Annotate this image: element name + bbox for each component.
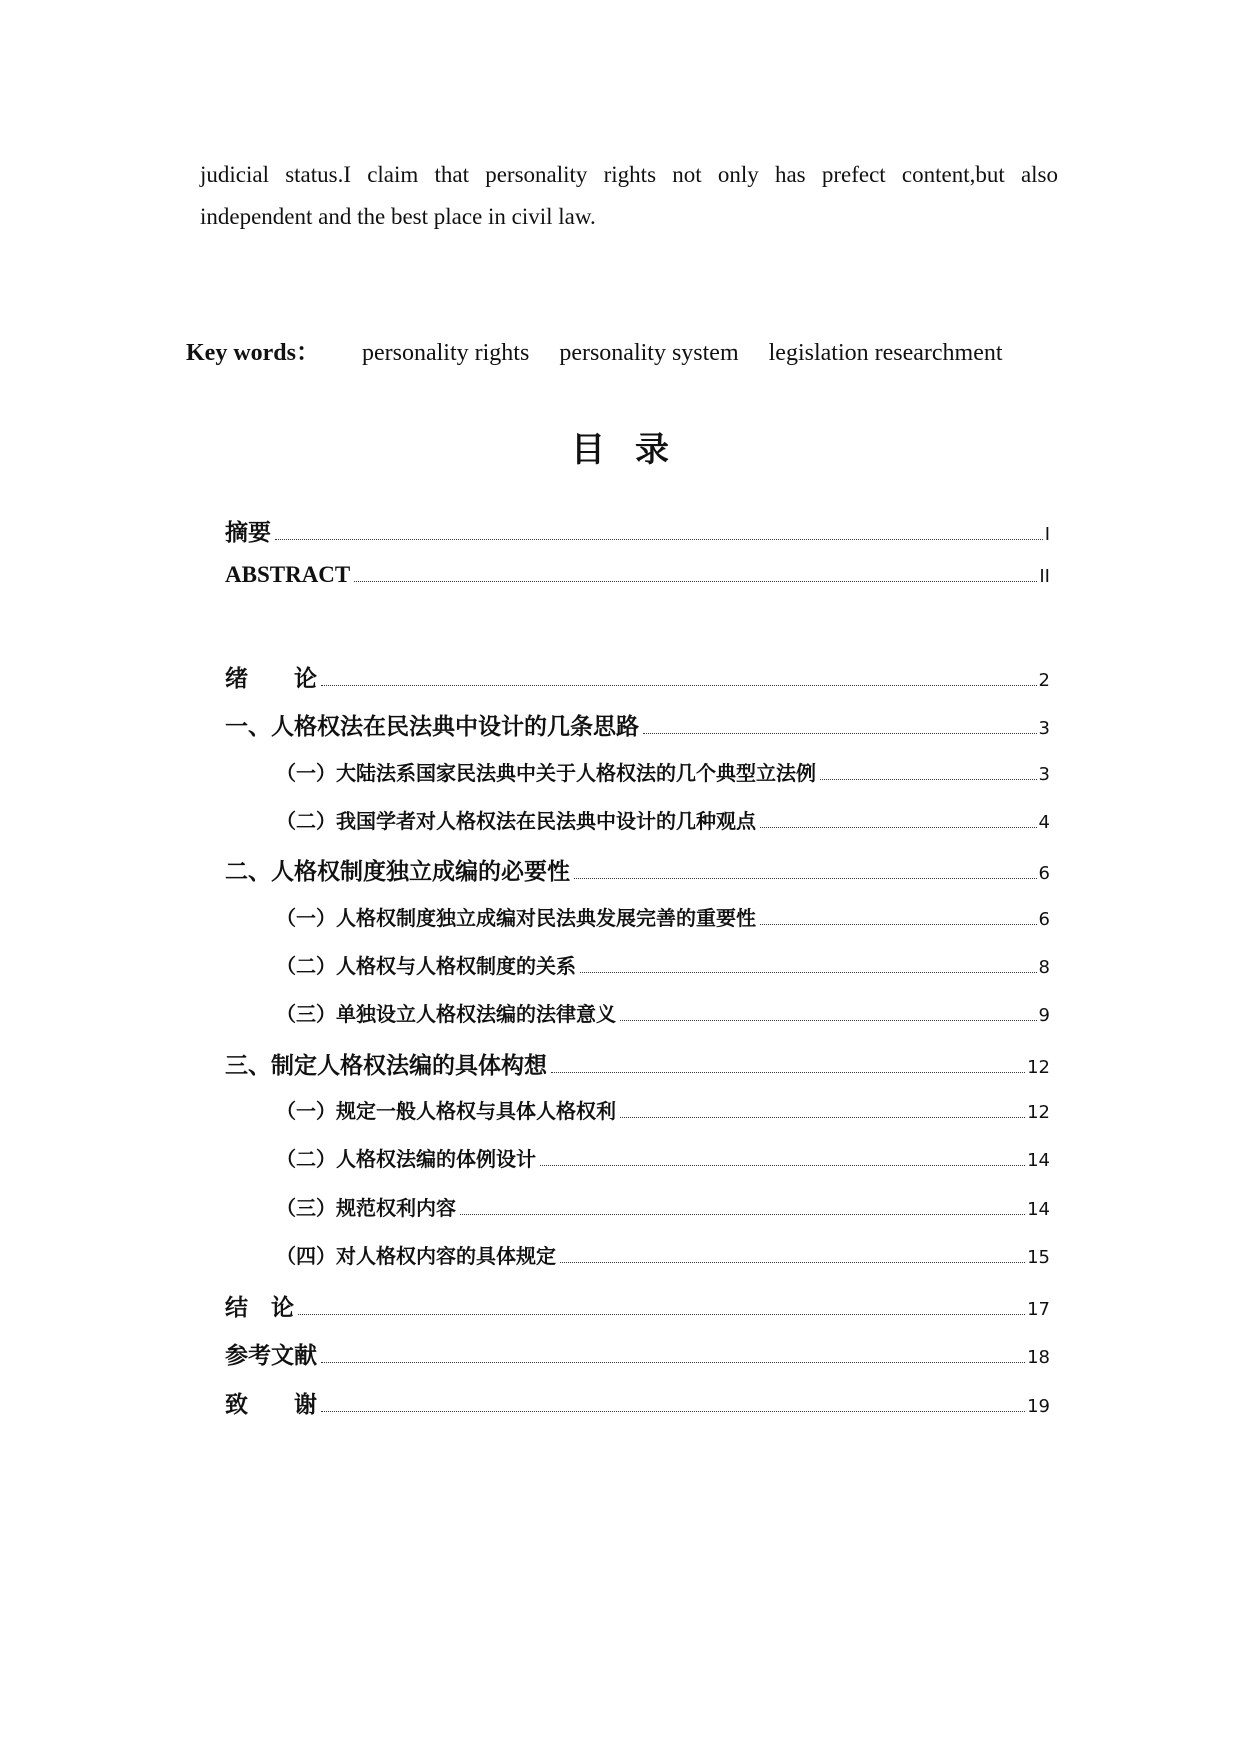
keyword: personality rights [362,340,530,366]
leader-dots [540,1164,1025,1166]
toc-entry[interactable] [225,805,1050,839]
toc-entry-page: 8 [1038,957,1050,978]
toc-entry-label: 结 论 [225,1295,294,1321]
toc-entry-page: 12 [1027,1057,1050,1078]
keywords-line [186,332,1003,367]
toc-entry-label: 参考文献 [225,1343,317,1369]
toc-entry[interactable] [225,1386,1050,1420]
toc-entry-page: 2 [1038,670,1050,691]
toc-entry-page: 14 [1027,1150,1050,1171]
toc-entry-label: 二、人格权制度独立成编的必要性 [225,859,570,885]
toc-title: 目录 [571,430,699,470]
toc-entry-page: 3 [1038,718,1050,739]
toc-entry-label: （二）人格权与人格权制度的关系 [276,954,576,978]
toc-entry[interactable] [225,1143,1050,1177]
leader-dots [298,1313,1025,1315]
toc-entry-label: 三、制定人格权法编的具体构想 [225,1053,547,1079]
toc-entry[interactable] [225,708,1050,742]
leader-dots [321,684,1037,686]
leader-dots [760,826,1037,828]
toc-entry[interactable] [225,1337,1050,1371]
toc-entry-label: （四）对人格权内容的具体规定 [276,1244,556,1268]
keywords-label: Key words： [186,340,320,366]
toc-entry[interactable] [225,1047,1050,1081]
leader-dots [760,923,1037,925]
toc-entry-page: 17 [1027,1299,1050,1320]
toc-entry-label: 致 谢 [225,1392,317,1418]
toc-entry-page: 6 [1038,909,1050,930]
toc-entry-label: （二）我国学者对人格权法在民法典中设计的几种观点 [276,809,756,833]
leader-dots [321,1361,1025,1363]
toc-entry[interactable] [225,902,1050,936]
toc-entry[interactable] [225,660,1050,694]
toc-entry-page: II [1039,566,1050,587]
leader-dots [560,1261,1025,1263]
toc-entry-page: 9 [1038,1005,1050,1026]
toc-entry-page: I [1044,524,1050,545]
keyword: legislation researchment [768,340,1003,366]
toc-entry-label: ABSTRACT [225,562,351,587]
toc-entry-label: （一）规定一般人格权与具体人格权利 [276,1099,616,1123]
leader-dots [275,538,1043,540]
toc-entry[interactable] [225,757,1050,791]
toc-entry-page: 15 [1027,1247,1050,1268]
toc-entry-page: 18 [1027,1347,1050,1368]
leader-dots [620,1019,1037,1021]
toc-entry-page: 6 [1038,863,1050,884]
toc-entry[interactable] [225,562,1050,596]
toc-entry-page: 4 [1038,812,1050,833]
toc-entry-page: 14 [1027,1199,1050,1220]
leader-dots [820,778,1037,780]
leader-dots [551,1071,1025,1073]
toc-entry-label: 绪 论 [225,666,317,692]
leader-dots [580,971,1037,973]
abstract-line: judicial status.I claim that personality rights not only has prefect content,but also [200,162,1058,187]
leader-dots [354,580,1037,582]
toc-entry[interactable] [225,1240,1050,1274]
toc-entry[interactable] [225,950,1050,984]
toc-entry[interactable] [225,998,1050,1032]
toc-entry[interactable] [225,1192,1050,1226]
toc-entry[interactable] [225,1095,1050,1129]
toc-entry-page: 3 [1038,764,1050,785]
toc-entry-label: （一）大陆法系国家民法典中关于人格权法的几个典型立法例 [276,761,816,785]
leader-dots [460,1213,1025,1215]
leader-dots [620,1116,1025,1118]
toc-entry-label: （二）人格权法编的体例设计 [276,1147,536,1171]
toc-entry-label: （三）单独设立人格权法编的法律意义 [276,1002,616,1026]
leader-dots [643,732,1037,734]
toc-entry-label: 一、人格权法在民法典中设计的几条思路 [225,714,639,740]
toc-entry[interactable] [225,1289,1050,1323]
toc-entry[interactable] [225,853,1050,887]
keyword: personality system [559,340,739,366]
leader-dots [321,1410,1025,1412]
leader-dots [574,877,1037,879]
abstract-line: independent and the best place in civil law. [200,204,596,229]
toc-entry-label: 摘要 [225,520,271,546]
toc-entry-label: （三）规范权利内容 [276,1196,456,1220]
abstract-continuation [200,154,1058,238]
toc-entry-page: 19 [1027,1396,1050,1417]
toc-entry[interactable] [225,514,1050,548]
toc-entry-label: （一）人格权制度独立成编对民法典发展完善的重要性 [276,906,756,930]
toc-entry-page: 12 [1027,1102,1050,1123]
